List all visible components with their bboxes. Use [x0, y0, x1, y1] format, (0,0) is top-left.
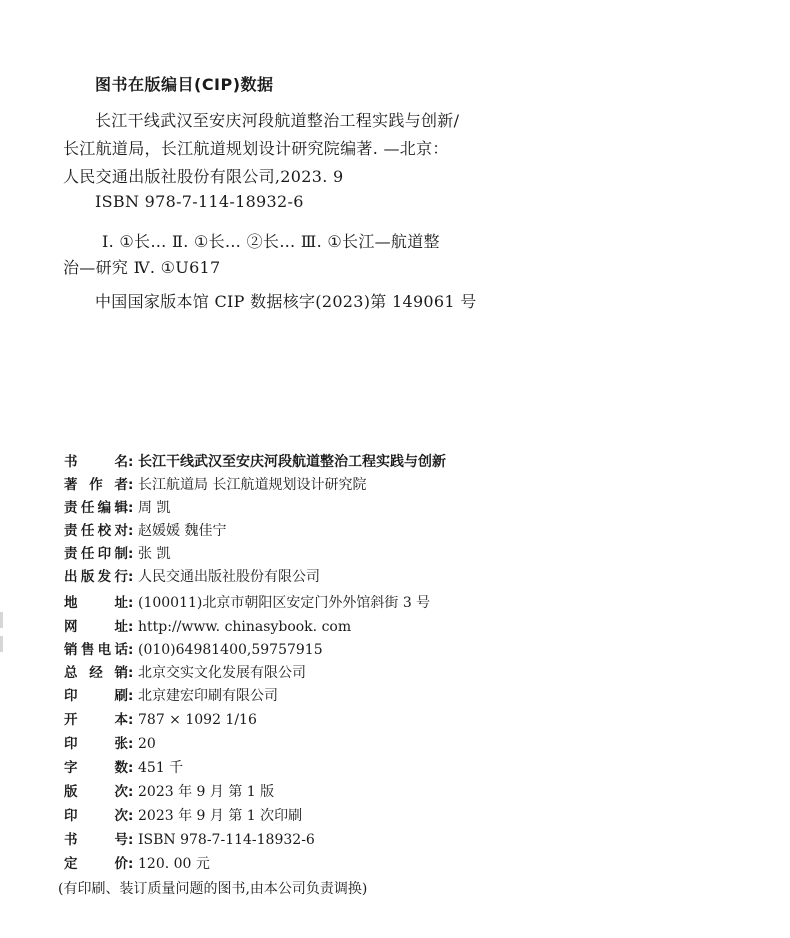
imprint-label: 网址: [64, 619, 128, 635]
imprint-row-printer: [64, 686, 278, 706]
imprint-row-editor: [64, 498, 170, 518]
imprint-colon: :: [128, 454, 134, 470]
imprint-value: (100011)北京市朝阳区安定门外外馆斜街 3 号: [138, 595, 431, 611]
imprint-colon: :: [128, 569, 134, 585]
imprint-value: 2023 年 9 月 第 1 次印刷: [138, 808, 303, 824]
imprint-colon: :: [128, 619, 134, 635]
imprint-label: 责任印制: [64, 546, 128, 562]
cip-isbn-line: ISBN 978-7-114-18932-6: [95, 192, 304, 211]
imprint-value: http://www. chinasybook. com: [138, 619, 352, 635]
imprint-row-print-supervisor: [64, 544, 170, 564]
imprint-colon: :: [128, 477, 134, 493]
imprint-label: 书名: [64, 454, 128, 470]
imprint-colon: :: [128, 808, 134, 824]
imprint-row-edition: [64, 782, 274, 802]
imprint-row-printing: [64, 806, 302, 826]
imprint-colon: :: [128, 500, 134, 516]
imprint-colon: :: [128, 832, 134, 848]
imprint-row-website: [64, 617, 351, 637]
imprint-value: 北京交实文化发展有限公司: [138, 665, 306, 681]
imprint-value: ISBN 978-7-114-18932-6: [138, 832, 315, 848]
imprint-label: 印次: [64, 808, 128, 824]
imprint-row-publisher: [64, 567, 320, 587]
imprint-label: 印张: [64, 736, 128, 752]
imprint-value: 120. 00 元: [138, 856, 210, 872]
imprint-label: 地址: [64, 595, 128, 611]
imprint-colon: :: [128, 523, 134, 539]
imprint-label: 版次: [64, 784, 128, 800]
imprint-value: 人民交通出版社股份有限公司: [138, 569, 320, 585]
imprint-value: 451 千: [138, 760, 184, 776]
imprint-label: 责任编辑: [64, 500, 128, 516]
imprint-row-word-count: [64, 758, 183, 778]
imprint-label: 书号: [64, 832, 128, 848]
imprint-label: 印刷: [64, 688, 128, 704]
imprint-row-title: [64, 452, 446, 472]
imprint-colon: :: [128, 712, 134, 728]
imprint-label: 销售电话: [64, 642, 128, 658]
imprint-value: 长江干线武汉至安庆河段航道整治工程实践与创新: [138, 454, 446, 470]
imprint-label: 定价: [64, 856, 128, 872]
imprint-colon: :: [128, 760, 134, 776]
imprint-value: 20: [138, 736, 156, 752]
imprint-value: 787 × 1092 1/16: [138, 712, 257, 728]
imprint-value: 2023 年 9 月 第 1 版: [138, 784, 275, 800]
cip-classification-line-1: Ⅰ. ①长… Ⅱ. ①长… ②长… Ⅲ. ①长江—航道整: [102, 232, 440, 251]
cip-publisher-line: 人民交通出版社股份有限公司,2023. 9: [63, 167, 344, 186]
imprint-label: 开本: [64, 712, 128, 728]
imprint-row-sheets: [64, 734, 156, 754]
imprint-row-format: [64, 710, 257, 730]
imprint-label: 责任校对: [64, 523, 128, 539]
imprint-row-price: [64, 854, 210, 874]
imprint-label: 出版发行: [64, 569, 128, 585]
imprint-colon: :: [128, 688, 134, 704]
imprint-colon: :: [128, 642, 134, 658]
imprint-colon: :: [128, 736, 134, 752]
imprint-value: 北京建宏印刷有限公司: [138, 688, 278, 704]
cip-number-line: 中国国家版本馆 CIP 数据核字(2023)第 149061 号: [95, 292, 477, 311]
imprint-label: 总经销: [64, 665, 128, 681]
imprint-value: (010)64981400,59757915: [138, 642, 323, 658]
imprint-colon: :: [128, 595, 134, 611]
cip-title-line: 长江干线武汉至安庆河段航道整治工程实践与创新/: [95, 111, 460, 130]
imprint-value: 长江航道局 长江航道规划设计研究院: [138, 477, 367, 493]
imprint-value: 赵媛媛 魏佳宁: [138, 523, 227, 539]
imprint-label: 著作者: [64, 477, 128, 493]
imprint-label: 字数: [64, 760, 128, 776]
quality-notice: (有印刷、装订质量问题的图书,由本公司负责调换): [58, 881, 368, 897]
imprint-row-sales-phone: [64, 640, 323, 660]
cip-heading: 图书在版编目(CIP)数据: [95, 75, 274, 94]
imprint-row-isbn: [64, 830, 315, 850]
imprint-colon: :: [128, 784, 134, 800]
imprint-colon: :: [128, 665, 134, 681]
imprint-row-author: [64, 475, 366, 495]
imprint-value: 周 凯: [138, 500, 171, 516]
imprint-value: 张 凯: [138, 546, 171, 562]
scan-edge-mark: [0, 612, 3, 628]
imprint-row-address: [64, 593, 430, 613]
imprint-colon: :: [128, 546, 134, 562]
cip-classification-line-2: 治—研究 Ⅳ. ①U617: [63, 258, 221, 277]
scan-edge-mark: [0, 636, 3, 652]
cip-author-line: 长江航道局，长江航道规划设计研究院编著. —北京：: [63, 139, 449, 158]
imprint-row-distributor: [64, 663, 306, 683]
imprint-row-proofreader: [64, 521, 226, 541]
imprint-colon: :: [128, 856, 134, 872]
